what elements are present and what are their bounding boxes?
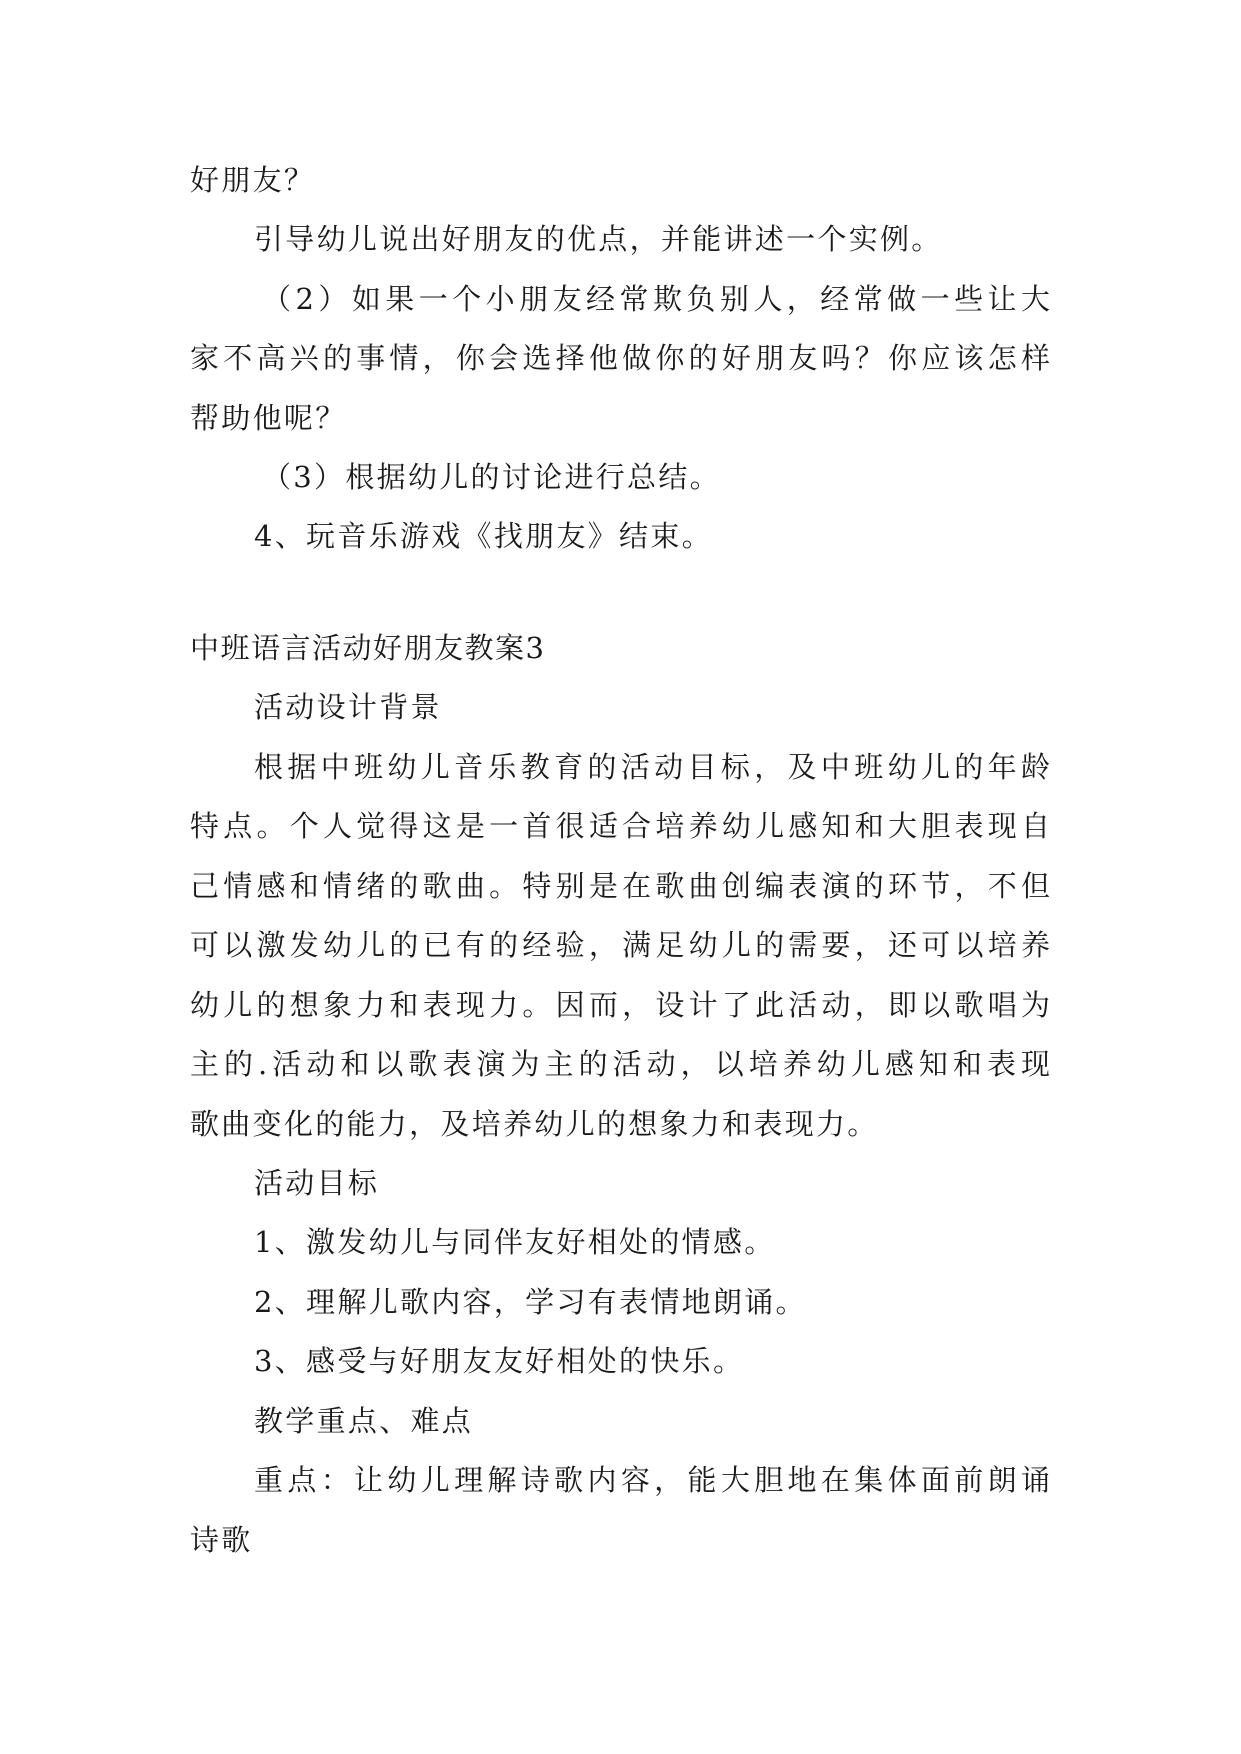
text-line: 帮助他呢？ (190, 401, 347, 435)
list-item: 3、感受与好朋友友好相处的快乐。 (254, 1344, 745, 1378)
section-title: 中班语言活动好朋友教案3 (190, 631, 546, 665)
text-line: 幼儿的想象力和表现力。因而，设计了此活动，即以歌唱为 (190, 988, 1050, 1022)
text-line: 己情感和情绪的歌曲。特别是在歌曲创编表演的环节，不但 (190, 869, 1050, 903)
text-line: 诗歌 (190, 1523, 253, 1557)
list-item: 2、理解儿歌内容，学习有表情地朗诵。 (254, 1285, 807, 1319)
list-item: 1、激发幼儿与同伴友好相处的情感。 (254, 1225, 776, 1259)
text-line: 4、玩音乐游戏《找朋友》结束。 (254, 519, 713, 553)
text-line: 引导幼儿说出好朋友的优点，并能讲述一个实例。 (254, 222, 943, 256)
section-heading: 活动设计背景 (254, 690, 442, 724)
text-line: 家不高兴的事情，你会选择他做你的好朋友吗？你应该怎样 (190, 341, 1050, 375)
text-line: （2）如果一个小朋友经常欺负别人，经常做一些让大 (262, 282, 1050, 316)
text-line: 好朋友？ (190, 163, 316, 197)
text-line: 根据中班幼儿音乐教育的活动目标，及中班幼儿的年龄 (254, 750, 1050, 784)
section-heading: 活动目标 (254, 1166, 380, 1200)
text-line: 重点：让幼儿理解诗歌内容，能大胆地在集体面前朗诵 (254, 1463, 1050, 1497)
text-line: （3）根据幼儿的讨论进行总结。 (262, 460, 721, 494)
text-line: 歌曲变化的能力，及培养幼儿的想象力和表现力。 (190, 1107, 879, 1141)
text-line: 主的.活动和以歌表演为主的活动，以培养幼儿感知和表现 (190, 1047, 1050, 1081)
text-line: 特点。个人觉得这是一首很适合培养幼儿感知和大胆表现自 (190, 809, 1050, 843)
text-line: 可以激发幼儿的已有的经验，满足幼儿的需要，还可以培养 (190, 928, 1050, 962)
section-heading: 教学重点、难点 (254, 1404, 474, 1438)
